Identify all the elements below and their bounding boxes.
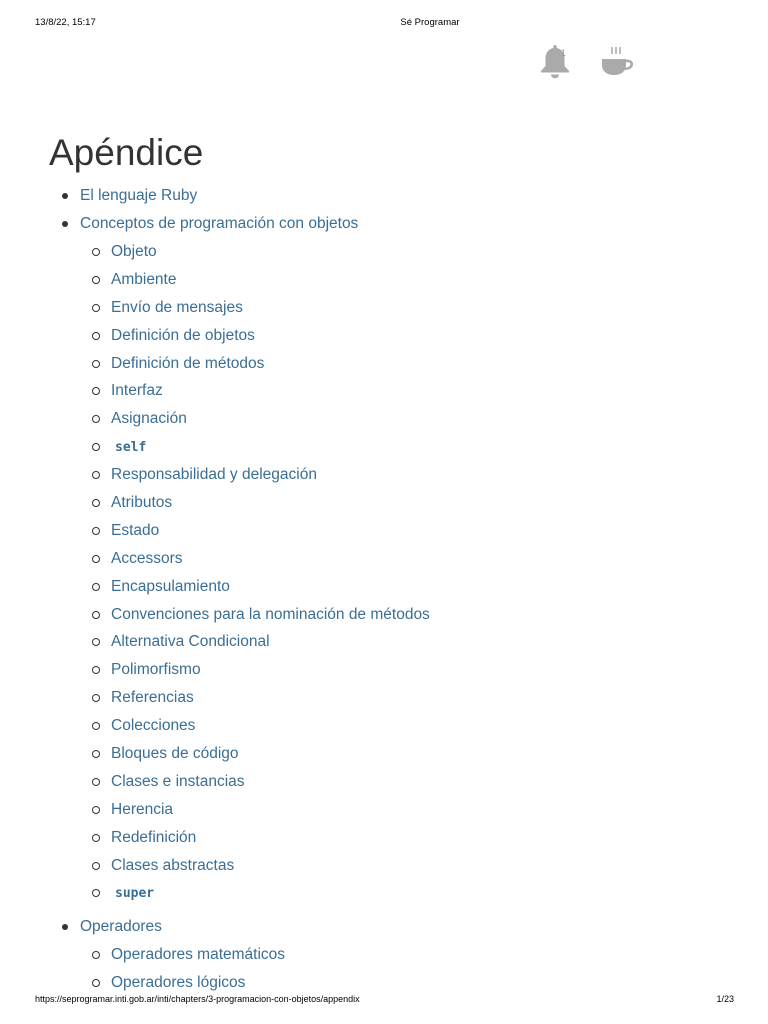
toc-sublink[interactable]: Bloques de código xyxy=(111,745,239,763)
print-page-counter: 1/23 xyxy=(716,994,734,1004)
toc-subitem xyxy=(80,712,739,740)
toc-subitem xyxy=(80,545,739,573)
toc-item xyxy=(49,913,739,997)
toc-subitem xyxy=(80,740,739,768)
toc-sublink[interactable]: Referencias xyxy=(111,689,194,707)
toc-subitem xyxy=(80,768,739,796)
toc-sublink[interactable]: Colecciones xyxy=(111,717,196,735)
toc-subitem xyxy=(80,433,739,461)
toc-item-row xyxy=(80,182,739,210)
toc-subitem xyxy=(80,941,739,969)
toc-sublink[interactable]: Asignación xyxy=(111,410,187,428)
toc-subitem xyxy=(80,405,739,433)
toc-sublist xyxy=(80,238,739,907)
toc-link[interactable]: Conceptos de programación con objetos xyxy=(80,215,359,232)
toc-subitem xyxy=(80,656,739,684)
notification-count: 1 xyxy=(561,48,567,58)
toc-subitem xyxy=(80,969,739,997)
toc-link[interactable]: El lenguaje Ruby xyxy=(80,187,198,204)
print-footer xyxy=(0,994,768,1008)
toc-sublink[interactable]: Operadores lógicos xyxy=(111,974,246,992)
toc-subitem xyxy=(80,294,739,322)
toc-subitem xyxy=(80,601,739,629)
toc-sublink[interactable]: Definición de objetos xyxy=(111,326,255,344)
toc-subitem xyxy=(80,517,739,545)
toc-sublink[interactable]: Objeto xyxy=(111,243,157,260)
toc-sublink[interactable]: Polimorfismo xyxy=(111,661,201,679)
toc-subitem xyxy=(80,461,739,489)
toc-subitem xyxy=(80,238,739,266)
print-page-title: Sé Programar xyxy=(400,17,460,28)
toc-sublink[interactable]: Accessors xyxy=(111,549,183,567)
toc-subitem xyxy=(80,489,739,517)
toc-subitem xyxy=(80,322,739,350)
print-url: https://seprogramar.inti.gob.ar/inti/chapters/3-programacion-con-objetos/appendix xyxy=(35,994,360,1004)
toc-subitem xyxy=(80,628,739,656)
toc-sublink[interactable]: Clases abstractas xyxy=(111,856,235,874)
coffee-cup-icon[interactable] xyxy=(600,46,634,78)
print-header xyxy=(0,17,768,31)
toc-sublink[interactable]: Ambiente xyxy=(111,270,177,288)
toc-subitem xyxy=(80,684,739,712)
toc-sublink[interactable]: Envío de mensajes xyxy=(111,298,243,316)
toc-subitem xyxy=(80,796,739,824)
toc-item-row xyxy=(80,913,739,941)
toc-sublink[interactable]: Responsabilidad y delegación xyxy=(111,466,317,484)
toc-sublink[interactable]: Herencia xyxy=(111,800,174,818)
toc-subitem xyxy=(80,350,739,378)
toc-sublink[interactable]: Encapsulamiento xyxy=(111,577,230,595)
toc-sublink[interactable]: Definición de métodos xyxy=(111,354,265,372)
toc-item xyxy=(49,210,739,907)
toc-code-link[interactable]: super xyxy=(115,886,155,902)
toc-sublink[interactable]: Estado xyxy=(111,521,160,539)
bell-icon[interactable] xyxy=(538,43,572,79)
toc-sublink[interactable]: Redefinición xyxy=(111,828,197,846)
toc-link[interactable]: Operadores xyxy=(80,918,162,936)
toc-item xyxy=(49,182,739,210)
table-of-contents xyxy=(49,182,739,997)
toc-subitem xyxy=(80,377,739,405)
toc-code-link[interactable]: self xyxy=(115,440,147,456)
toc-sublink[interactable]: Interfaz xyxy=(111,382,163,400)
toc-sublist xyxy=(80,941,739,997)
main-content xyxy=(49,128,739,1003)
toc-subitem xyxy=(80,879,739,907)
toc-subitem xyxy=(80,266,739,294)
print-datetime: 13/8/22, 15:17 xyxy=(35,17,96,28)
toc-sublink[interactable]: Operadores matemáticos xyxy=(111,946,286,964)
page-title: Apéndice xyxy=(49,132,204,173)
toc-subitem xyxy=(80,852,739,880)
toc-sublink[interactable]: Atributos xyxy=(111,494,173,512)
toc-item-row xyxy=(80,210,739,238)
toc-subitem xyxy=(80,824,739,852)
toc-sublink[interactable]: Convenciones para la nominación de métodos xyxy=(111,605,430,623)
toc-subitem xyxy=(80,573,739,601)
toc-sublink[interactable]: Clases e instancias xyxy=(111,772,245,790)
toc-sublink[interactable]: Alternativa Condicional xyxy=(111,633,270,651)
